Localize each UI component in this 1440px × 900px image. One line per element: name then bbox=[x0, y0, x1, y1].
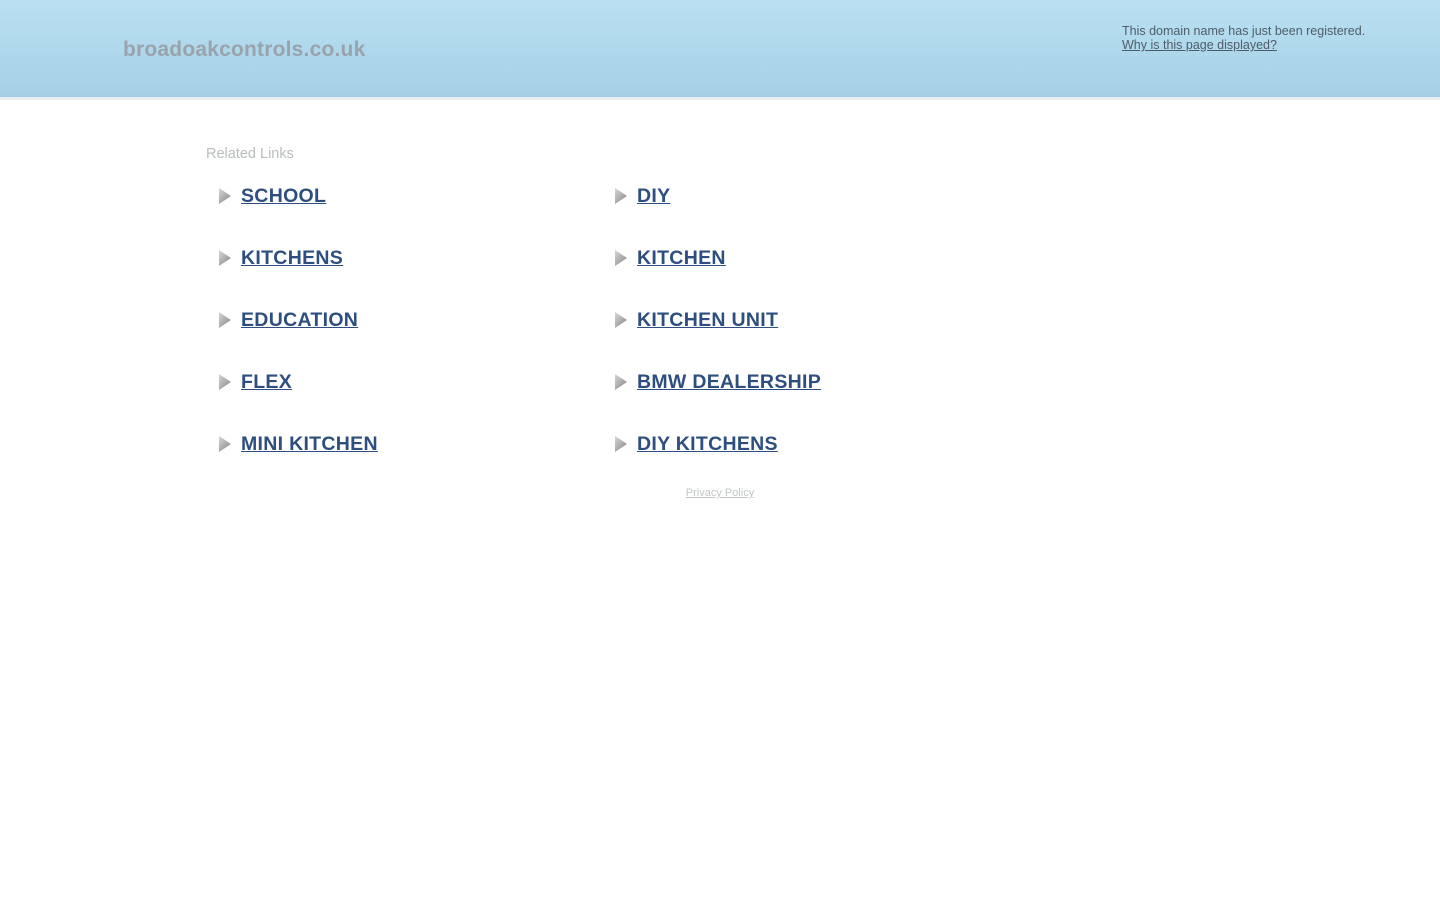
arrow-right-icon bbox=[614, 187, 628, 205]
domain-title: broadoakcontrols.co.uk bbox=[123, 38, 366, 61]
arrow-right-icon bbox=[614, 435, 628, 453]
related-link[interactable]: SCHOOL bbox=[241, 184, 327, 207]
arrow-right-icon bbox=[614, 373, 628, 391]
list-item[interactable] bbox=[218, 430, 378, 458]
arrow-right-icon bbox=[218, 249, 232, 267]
list-item[interactable] bbox=[614, 430, 821, 458]
registration-notice-text: This domain name has just been registered. bbox=[1122, 24, 1366, 38]
related-link[interactable]: BMW DEALERSHIP bbox=[637, 370, 822, 393]
related-link[interactable]: KITCHENS bbox=[241, 246, 344, 269]
related-links-column-left bbox=[218, 182, 378, 492]
related-links-heading: Related Links bbox=[206, 146, 294, 162]
list-item[interactable] bbox=[218, 244, 378, 272]
arrow-right-icon bbox=[614, 249, 628, 267]
arrow-right-icon bbox=[614, 311, 628, 329]
arrow-right-icon bbox=[218, 311, 232, 329]
registration-notice bbox=[1122, 24, 1365, 52]
list-item[interactable] bbox=[218, 182, 378, 210]
list-item[interactable] bbox=[614, 368, 821, 396]
arrow-right-icon bbox=[218, 373, 232, 391]
arrow-right-icon bbox=[218, 435, 232, 453]
related-link[interactable]: DIY bbox=[637, 184, 671, 207]
arrow-right-icon bbox=[218, 187, 232, 205]
related-links-column-right bbox=[614, 182, 821, 492]
related-link[interactable]: MINI KITCHEN bbox=[241, 432, 378, 455]
why-page-displayed-link[interactable]: Why is this page displayed? bbox=[1122, 38, 1277, 52]
list-item[interactable] bbox=[614, 244, 821, 272]
related-link[interactable]: FLEX bbox=[241, 370, 293, 393]
related-link[interactable]: KITCHEN UNIT bbox=[637, 308, 779, 331]
footer bbox=[0, 483, 1440, 501]
header-banner bbox=[0, 0, 1440, 100]
related-link[interactable]: EDUCATION bbox=[241, 308, 359, 331]
list-item[interactable] bbox=[614, 182, 821, 210]
list-item[interactable] bbox=[614, 306, 821, 334]
related-link[interactable]: DIY KITCHENS bbox=[637, 432, 778, 455]
privacy-policy-link[interactable]: Privacy Policy bbox=[685, 487, 755, 499]
list-item[interactable] bbox=[218, 306, 378, 334]
related-link[interactable]: KITCHEN bbox=[637, 246, 726, 269]
list-item[interactable] bbox=[218, 368, 378, 396]
